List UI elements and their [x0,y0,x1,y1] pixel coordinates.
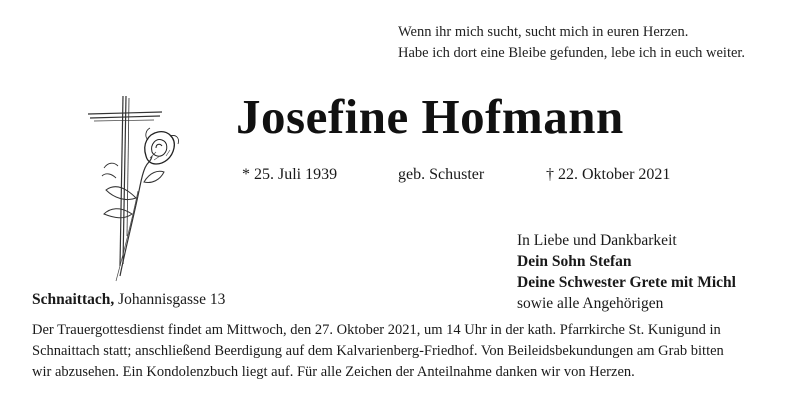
family-address [32,291,225,309]
quote-line-2: Habe ich dort eine Bleibe gefunden, lebe ich in euch weiter. [398,45,746,61]
funeral-notice [32,320,782,383]
mourners-block [517,230,736,314]
notice-line-3: wir abzusehen. Ein Kondolenzbuch liegt auf. Für alle Zeichen der Anteilnahme danken wir von Herzen. [32,364,635,380]
maiden-name: geb. Schuster [398,166,485,183]
mourners-intro: In Liebe und Dankbarkeit [517,232,677,249]
quote-line-1: Wenn ihr mich sucht, sucht mich in euren Herzen. [398,24,689,40]
birth-date: * 25. Juli 1939 [242,166,338,183]
address-place: Schnaittach, [32,291,115,308]
mourners-relatives: sowie alle Angehörigen [517,295,664,312]
cross-with-rose-icon [84,86,194,286]
mourner-son: Dein Sohn Stefan [517,253,632,270]
deceased-name: Josefine Hofmann [236,89,624,144]
memorial-quote [398,22,788,64]
notice-line-1: Der Trauergottesdienst findet am Mittwoch, den 27. Oktober 2021, um 14 Uhr in der kath. Pfarrkirche St. Kunigund in [32,322,721,338]
address-street: Johannisgasse 13 [118,291,226,308]
mourner-sister: Deine Schwester Grete mit Michl [517,274,736,291]
death-date: † 22. Oktober 2021 [546,166,671,183]
notice-line-2: Schnaittach statt; anschließend Beerdigung auf dem Kalvarienberg-Friedhof. Von Beileidsbekundungen am Grab bitten [32,343,724,359]
